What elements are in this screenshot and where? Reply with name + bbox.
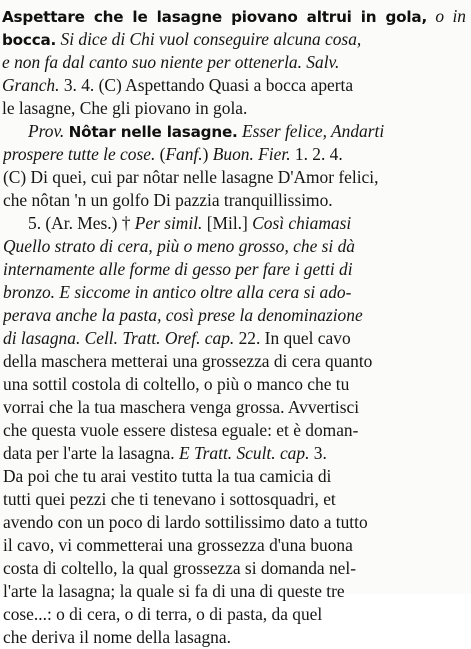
line-content [2,4,466,28]
italic-text: Per simil. [134,213,203,233]
text-run: ) [202,144,213,164]
text-line [2,27,466,51]
text-line [3,372,466,396]
italic-text: di lasagna. Cell. Tratt. Oref. cap. [3,328,235,348]
italic-text: Buon. Fier. [212,144,291,164]
italic-text: e non fa dal canto suo niente per ottenerla. [2,52,302,72]
italic-text: Fanf. [165,144,203,164]
line-content [2,27,361,51]
italic-text: Si dice di Chi vuol conseguire alcuna cosa, [60,29,362,49]
line-content [3,556,356,580]
line-content [3,487,336,511]
text-line [2,96,466,120]
line-content [3,510,368,534]
text-run: della maschera metterai una grossezza di cera quanto [3,351,373,371]
text-run: 1. 2. 4. [290,144,343,164]
italic-text: internamente alle forme di gesso per fare i getti di [3,259,353,279]
text-line [3,464,466,488]
text-line [3,556,466,580]
line-content [3,165,378,189]
line-content [3,188,333,212]
text-line [3,280,466,304]
text-line [3,579,466,603]
bold-headword: bocca. [2,31,57,49]
text-run: che questa vuole essere distesa eguale: et è doman- [3,420,359,440]
text-run: le lasagne, Che gli piovano in gola. [2,98,248,118]
text-run: tutti quei pezzi che ti tenevano i sottosquadri, et [3,489,336,509]
line-content [3,349,372,373]
text-line [3,349,466,373]
text-run: l'arte la lasagna; la quale si fa di una di queste tre [3,581,345,601]
text-line [3,441,466,465]
italic-text: perava anche la pasta, così prese la denominazione [3,305,363,325]
text-line [3,165,466,189]
line-content [3,326,351,350]
text-line [3,625,466,649]
text-run: [Mil.] [202,213,253,233]
italic-text: prospere tutte le cose. [3,144,156,164]
text-run: che nôtan 'n un golfo Di pazzia tranquillissimo. [3,190,333,210]
text-line [3,510,466,534]
line-content [3,257,353,281]
text-line [2,73,466,97]
italic-text: Quello strato di cera, più o meno grosso, che si dà [3,236,355,256]
line-content [3,234,355,258]
text-run: (C) Di quei, cui par nôtar nelle lasagne D'Amor felici, [3,167,379,187]
line-content [3,303,363,327]
text-line [3,487,466,511]
line-content [3,395,359,419]
text-run: 3. [309,443,327,463]
text-line [3,418,466,442]
italic-text: bronzo. E siccome in antico oltre alla cera si ado- [3,282,352,302]
text-run: il cavo, vi commetterai una grossezza d'una buona [3,535,353,555]
text-line [3,533,466,557]
text-run: avendo con un poco di lardo sottilissimo dato a tutto [3,512,368,532]
text-run: che deriva il nome della lasagna. [3,627,231,647]
italic-text: o in [435,6,466,26]
text-line [2,50,466,74]
text-run: data per l'arte la lasagna. [3,443,179,463]
text-line [3,234,466,258]
line-content [2,96,247,120]
text-run: cose...: o di cera, o di terra, o di pasta, da quel [3,604,323,624]
italic-text: E Tratt. Scult. cap. [178,443,310,463]
line-content [3,372,349,396]
line-content [3,418,358,442]
text-line [3,602,466,626]
line-content [3,441,327,465]
line-content [28,211,351,235]
line-content [3,464,331,488]
line-content [3,142,343,166]
line-content [3,280,351,304]
text-line [3,188,466,212]
text-line [3,326,466,350]
italic-text: Prov. [28,121,65,141]
line-content [3,625,231,649]
text-line [28,119,466,143]
text-line [3,395,466,419]
italic-text: Granch. [2,75,60,95]
text-line [28,211,466,235]
text-run: 3. 4. (C) Aspettando Quasi a bocca aperta [59,75,354,95]
text-line [3,142,466,166]
line-content [3,579,345,603]
bold-headword: Aspettare che le lasagne piovano altrui in gola, [2,8,428,26]
line-content [2,50,339,74]
line-content [2,73,353,97]
text-run: vorrai che la tua maschera venga grossa. Avvertisci [3,397,360,417]
italic-text: Così chiamasi [252,213,352,233]
italic-text: Salv. [306,52,340,72]
line-content [3,533,353,557]
bold-headword: Nôtar nelle lasagne. [68,123,238,141]
line-content [28,119,384,143]
text-run: 5. (Ar. Mes.) † [28,213,135,233]
line-content [3,602,322,626]
text-run: una sottil costola di coltello, o più o manco che tu [3,374,350,394]
text-run: costa di coltello, la qual grossezza si domanda nel- [3,558,357,578]
italic-text: Esser felice, Andarti [241,121,385,141]
text-line [3,303,466,327]
text-run: ( [155,144,166,164]
text-run: 22. In quel cavo [234,328,351,348]
text-line [2,4,466,28]
text-line [3,257,466,281]
text-run: Da poi che tu arai vestito tutta la tua camicia di [3,466,332,486]
